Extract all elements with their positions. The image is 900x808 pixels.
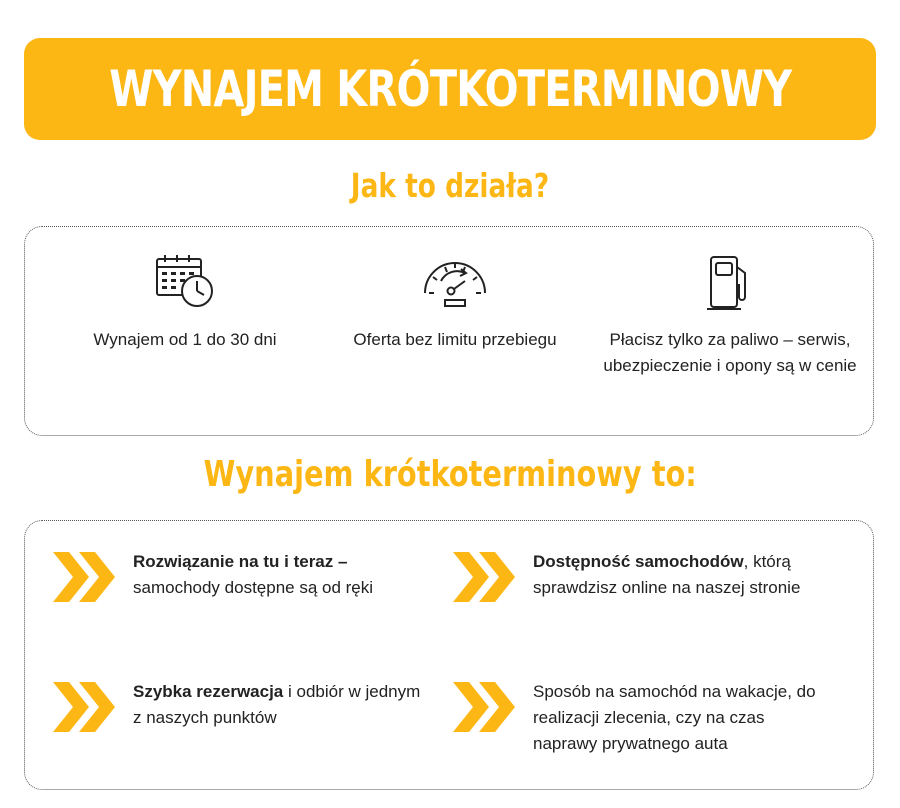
double-chevron-right-icon — [53, 549, 117, 605]
benefit-item — [53, 549, 423, 639]
benefit-text — [533, 549, 833, 601]
how-it-works-heading-text: Jak to działa? — [350, 166, 550, 205]
feature-unlimited-mileage — [320, 227, 590, 435]
calendar-clock-icon — [153, 253, 217, 314]
fuel-pump-icon — [705, 253, 755, 318]
benefits-heading — [0, 454, 900, 495]
double-chevron-right-icon — [453, 679, 517, 735]
feature-fuel-only — [595, 227, 865, 435]
speedometer-icon — [421, 253, 489, 314]
features-box — [24, 226, 874, 436]
title-banner — [24, 38, 876, 140]
benefit-rest: samochody dostępne są od ręki — [133, 578, 374, 597]
benefit-bold: Rozwiązanie na tu i teraz – — [133, 552, 348, 571]
benefit-item — [453, 679, 823, 769]
benefits-box — [24, 520, 874, 790]
benefit-text — [133, 679, 433, 731]
benefit-text — [133, 549, 433, 601]
benefit-text — [533, 679, 833, 757]
feature-rental-period — [45, 227, 325, 435]
benefit-bold: Dostępność samochodów — [533, 552, 744, 571]
feature-label: Płacisz tylko za paliwo – serwis, ubezpieczenie i opony są w cenie — [603, 330, 857, 375]
benefit-rest: i odbiór w jednym z naszych punktów — [133, 682, 421, 727]
feature-label: Oferta bez limitu przebiegu — [353, 330, 557, 349]
double-chevron-right-icon — [453, 549, 517, 605]
benefit-item — [53, 679, 423, 769]
page-title: WYNAJEM KRÓTKOTERMINOWY — [109, 60, 792, 118]
benefit-item — [453, 549, 823, 639]
double-chevron-right-icon — [53, 679, 117, 735]
benefit-bold: Szybka rezerwacja — [133, 682, 284, 701]
how-it-works-heading — [0, 166, 900, 205]
benefit-rest: Sposób na samochód na wakacje, do realizacji zlecenia, czy na czas naprawy prywatnego auta — [533, 682, 816, 753]
benefit-rest: , którą sprawdzisz online na naszej stronie — [533, 552, 801, 597]
benefits-heading-text: Wynajem krótkoterminowy to: — [203, 454, 697, 495]
feature-label: Wynajem od 1 do 30 dni — [93, 330, 277, 349]
